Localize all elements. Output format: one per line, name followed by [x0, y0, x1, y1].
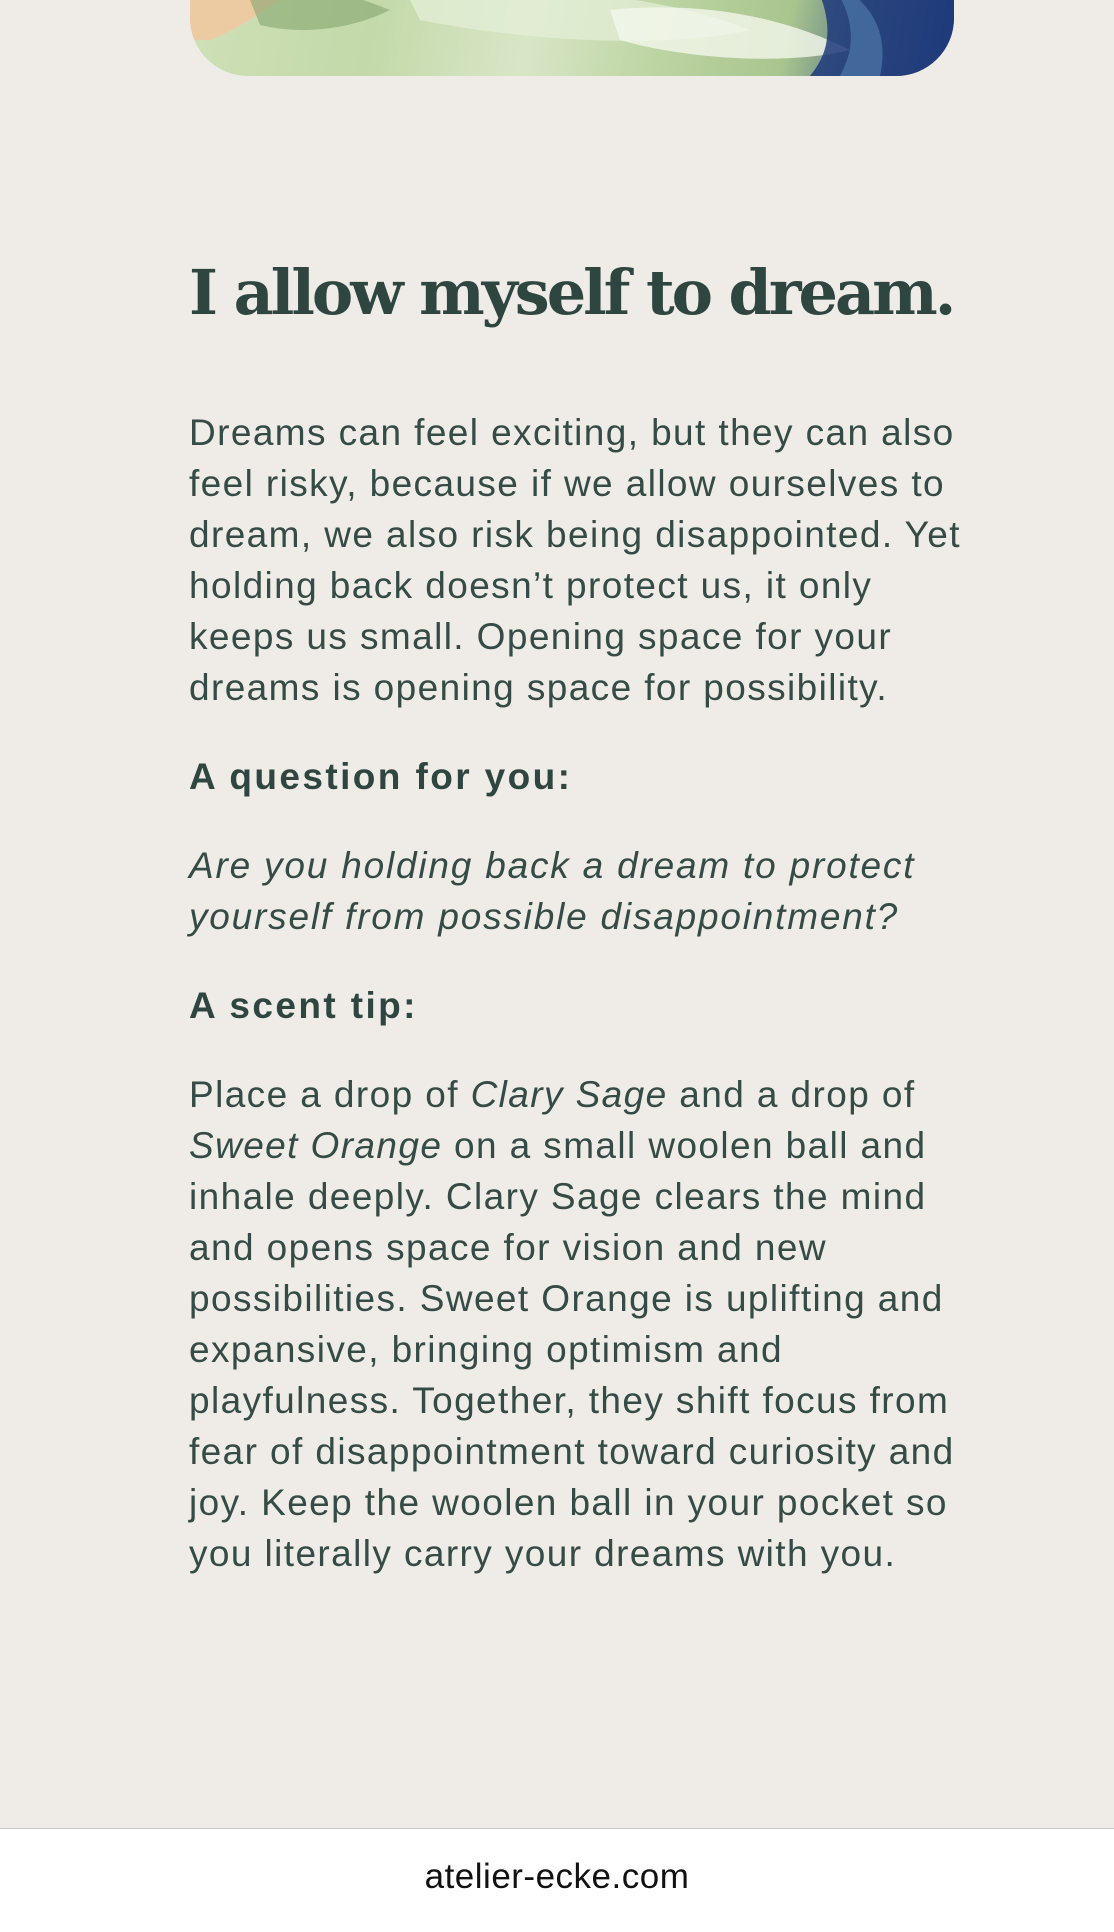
tip-text-1: Place a drop of: [189, 1074, 471, 1115]
hero-painting-image: [190, 0, 954, 76]
question-label: A question for you:: [189, 756, 573, 797]
article-title: I allow myself to dream.: [189, 256, 954, 329]
scent-tip-paragraph: [189, 1069, 969, 1579]
scent-tip-label: A scent tip:: [189, 985, 418, 1026]
intro-paragraph: Dreams can feel exciting, but they can also feel risky, because if we allow ourselves to dream, we also risk being disappointed. Yet holding back doesn’t protect us, it only keeps us small. Opening space for your dreams is opening space for possibility.: [189, 412, 961, 708]
url-text[interactable]: atelier-ecke.com: [424, 1857, 690, 1896]
article-content: [189, 255, 969, 1617]
tip-text-2: and a drop of: [667, 1074, 916, 1115]
browser-url-bar[interactable]: [0, 1828, 1114, 1932]
tip-text-3: on a small woolen ball and inhale deeply. Clary Sage clears the mind and opens space for vision and new possibilities. Sweet Orange is uplifting and expansive, bringing optimism and playfulness. Together, they shift focus from fear of disappointment toward curiosity and joy. Keep the woolen ball in your pocket so you literally carry your dreams with you.: [189, 1125, 955, 1574]
oil-name-clary-sage: Clary Sage: [470, 1074, 668, 1115]
painting-brushstrokes: [190, 0, 954, 76]
oil-name-sweet-orange: Sweet Orange: [189, 1125, 443, 1166]
reflection-question: Are you holding back a dream to protect yourself from possible disappointment?: [189, 845, 916, 937]
